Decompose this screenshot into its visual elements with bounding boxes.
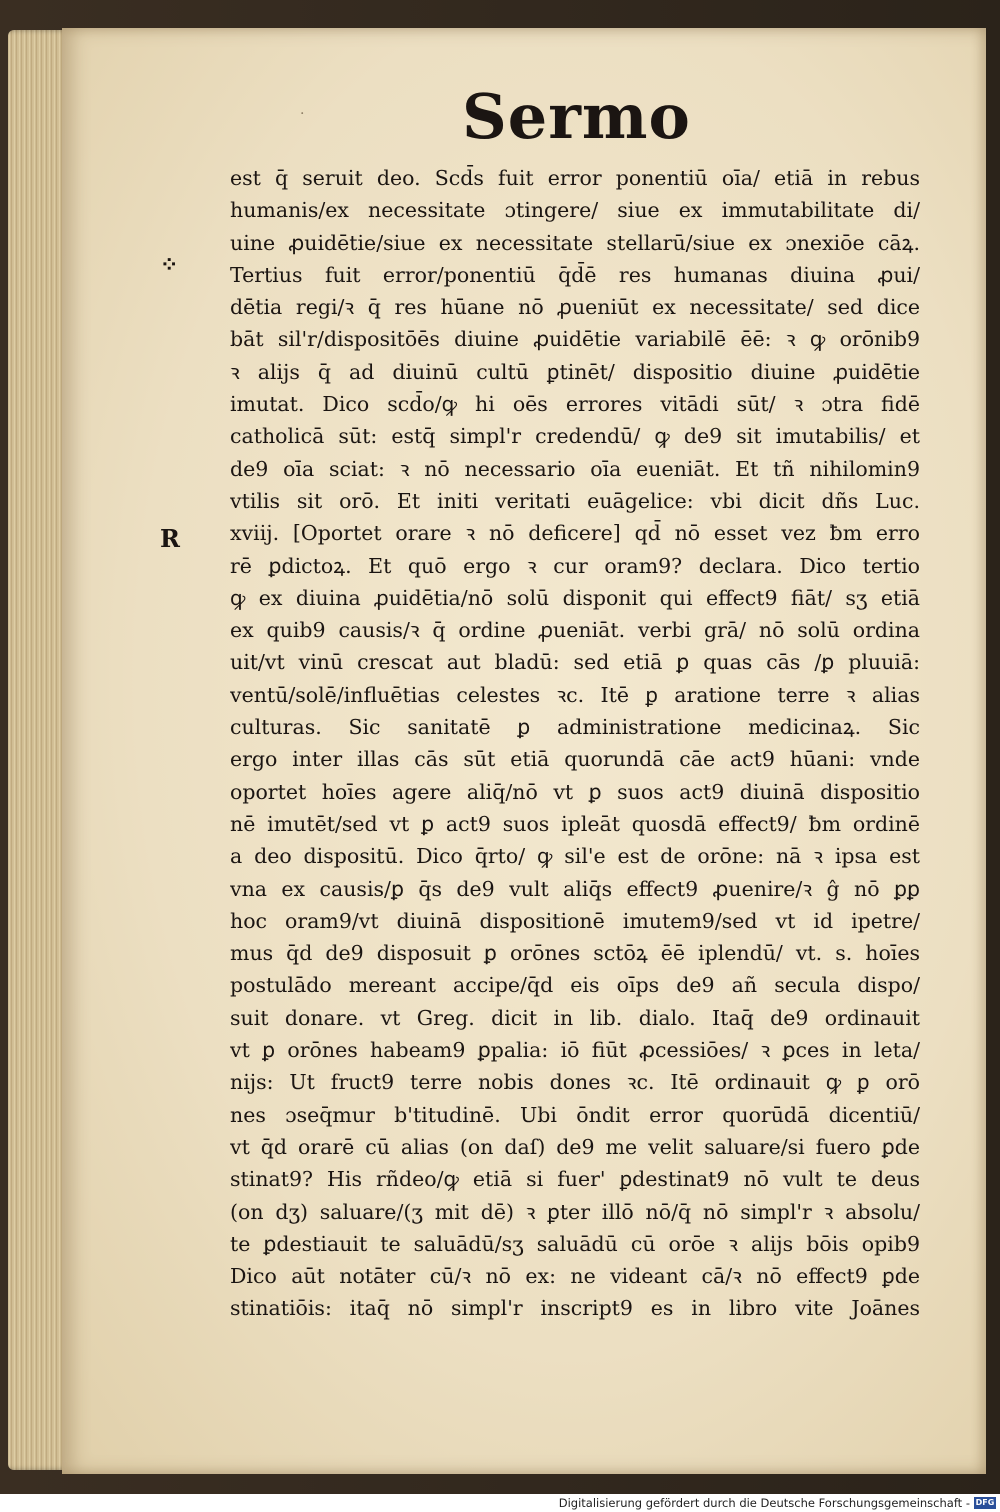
text-line: nes ɔseq̄mur b'titudinē. Ubi ōndit error quorūdā dicentiū/ <box>230 1102 920 1127</box>
footer-credit: Digitalisierung gefördert durch die Deutsche Forschungsgemeinschaft - <box>558 1496 970 1510</box>
body-text <box>230 162 920 1325</box>
text-line: te ꝑdestiauit te saluādū/sʒ saluādū cū orōe ꝛ alijs bōis opib9 <box>230 1231 920 1256</box>
text-line: Dico aūt notāter cū/ꝛ nō ex: ne videant cā/ꝛ nō effect9 ꝑde <box>230 1264 920 1289</box>
text-line: ergo inter illas cās sūt etiā quorundā cāe act9 hūani: vnde <box>230 747 920 772</box>
text-line: stinatiōis: itaq̄ nō simpl'r inscript9 es in libro vite Joānes <box>230 1296 920 1321</box>
margin-note-marker: ⁘ <box>160 252 179 278</box>
text-line: xviij. [Oportet orare ꝛ nō deficere] qd̄ nō esset vez ƀm erro <box>230 521 920 546</box>
text-line: ventū/solē/influētias celestes ꝛc. Itē ꝑ aratione terre ꝛ alias <box>230 682 920 707</box>
text-line: (on dʒ) saluare/(ʒ mit dē) ꝛ ꝑter illō nō/q̄ nō simpl'r ꝛ absolu/ <box>230 1199 920 1224</box>
text-line: vt q̄d orarē cū alias (on daſ) de9 me velit saluare/si fuero ꝑde <box>230 1134 920 1159</box>
folio-mark: · <box>300 106 305 122</box>
text-line: Tertius fuit error/ponentiū q̄d̄ē res humanas diuina ꝓui/ <box>230 262 920 287</box>
text-line: ꝛ alijs q̄ ad diuinū cultū ꝑtinēt/ dispositio diuine ꝓuidētie <box>230 359 920 384</box>
text-line: vt ꝑ orōnes habeam9 ꝑpalia: iō fiūt ꝓcessiōes/ ꝛ ꝑces in leta/ <box>230 1038 920 1063</box>
text-line: nijs: Ut fruct9 terre nobis dones ꝛc. Itē ordinauit ꝙ ꝑ orō <box>230 1070 920 1095</box>
text-line: catholicā sūt: estq̄ simpl'r credendū/ ꝙ de9 sit imutabilis/ et <box>230 424 920 449</box>
text-line: postulādo mereant accipe/q̄d eis oīps de9 añ secula dispo/ <box>230 973 920 998</box>
page-edges <box>8 30 70 1470</box>
text-line: bāt sil'r/dispositōēs diuine ꝓuidētie variabilē ēē: ꝛ ꝙ orōnib9 <box>230 327 920 352</box>
margin-note-r: R <box>160 524 180 553</box>
text-line: vna ex causis/ꝑ q̄s de9 vult aliq̄s effect9 ꝓuenire/ꝛ ĝ nō ꝑꝑ <box>230 876 920 901</box>
dfg-logo-icon: DFG <box>975 1498 995 1507</box>
text-line: uit/vt vinū crescat aut bladū: sed etiā ꝑ quas cās /ꝑ pluuiā: <box>230 650 920 675</box>
text-line: humanis/ex necessitate ɔtingere/ siue ex immutabilitate di/ <box>230 198 920 223</box>
text-line: est q̄ seruit deo. Scd̄s fuit error ponentiū oīa/ etiā in rebus <box>230 166 920 190</box>
text-line: ꝙ ex diuina ꝓuidētia/nō solū disponit qui effect9 fiāt/ sʒ etiā <box>230 585 920 610</box>
text-line: rē ꝑdictoꝝ. Et quō ergo ꝛ cur oram9? declara. Dico tertio <box>230 553 920 578</box>
text-line: ex quib9 causis/ꝛ q̄ ordine ꝓueniāt. verbi grā/ nō solū ordina <box>230 618 920 643</box>
text-line: hoc oram9/vt diuinā dispositionē imutem9/sed vt id ipetre/ <box>230 908 920 933</box>
text-line: culturas. Sic sanitatē ꝑ administratione medicinaꝝ. Sic <box>230 715 920 740</box>
text-line: suit donare. vt Greg. dicit in lib. dialo. Itaq̄ de9 ordinauit <box>230 1005 920 1030</box>
text-line: dētia regi/ꝛ q̄ res hūane nō ꝓueniūt ex necessitate/ sed dice <box>230 295 920 320</box>
text-line: nē imutēt/sed vt ꝑ act9 suos ipleāt quosdā effect9/ ƀm ordinē <box>230 811 920 836</box>
text-line: vtilis sit orō. Et initi veritati euāgelice: vbi dicit dñs Luc. <box>230 488 920 513</box>
text-line: uine ꝓuidētie/siue ex necessitate stellarū/siue ex ɔnexiōe cāꝝ. <box>230 230 920 255</box>
text-line: mus q̄d de9 disposuit ꝑ orōnes sctōꝝ ēē iplendū/ vt. s. hoīes <box>230 941 920 966</box>
text-line: a deo dispositū. Dico q̄rto/ ꝙ sil'e est de orōne: nā ꝛ ipsa est <box>230 844 920 869</box>
running-title: Sermo <box>462 80 691 153</box>
text-line: oportet hoīes agere aliq̄/nō vt ꝑ suos act9 diuinā dispositio <box>230 779 920 804</box>
text-line: stinat9? His rñdeo/ꝙ etiā si fuer' ꝑdestinat9 nō vult te deus <box>230 1167 920 1192</box>
text-line: de9 oīa sciat: ꝛ nō necessario oīa eueniāt. Et tñ nihilomin9 <box>230 456 920 481</box>
text-line: imutat. Dico scd̄o/ꝙ hi oēs errores vitādi sūt/ ꝛ ɔtra fidē <box>230 392 920 417</box>
